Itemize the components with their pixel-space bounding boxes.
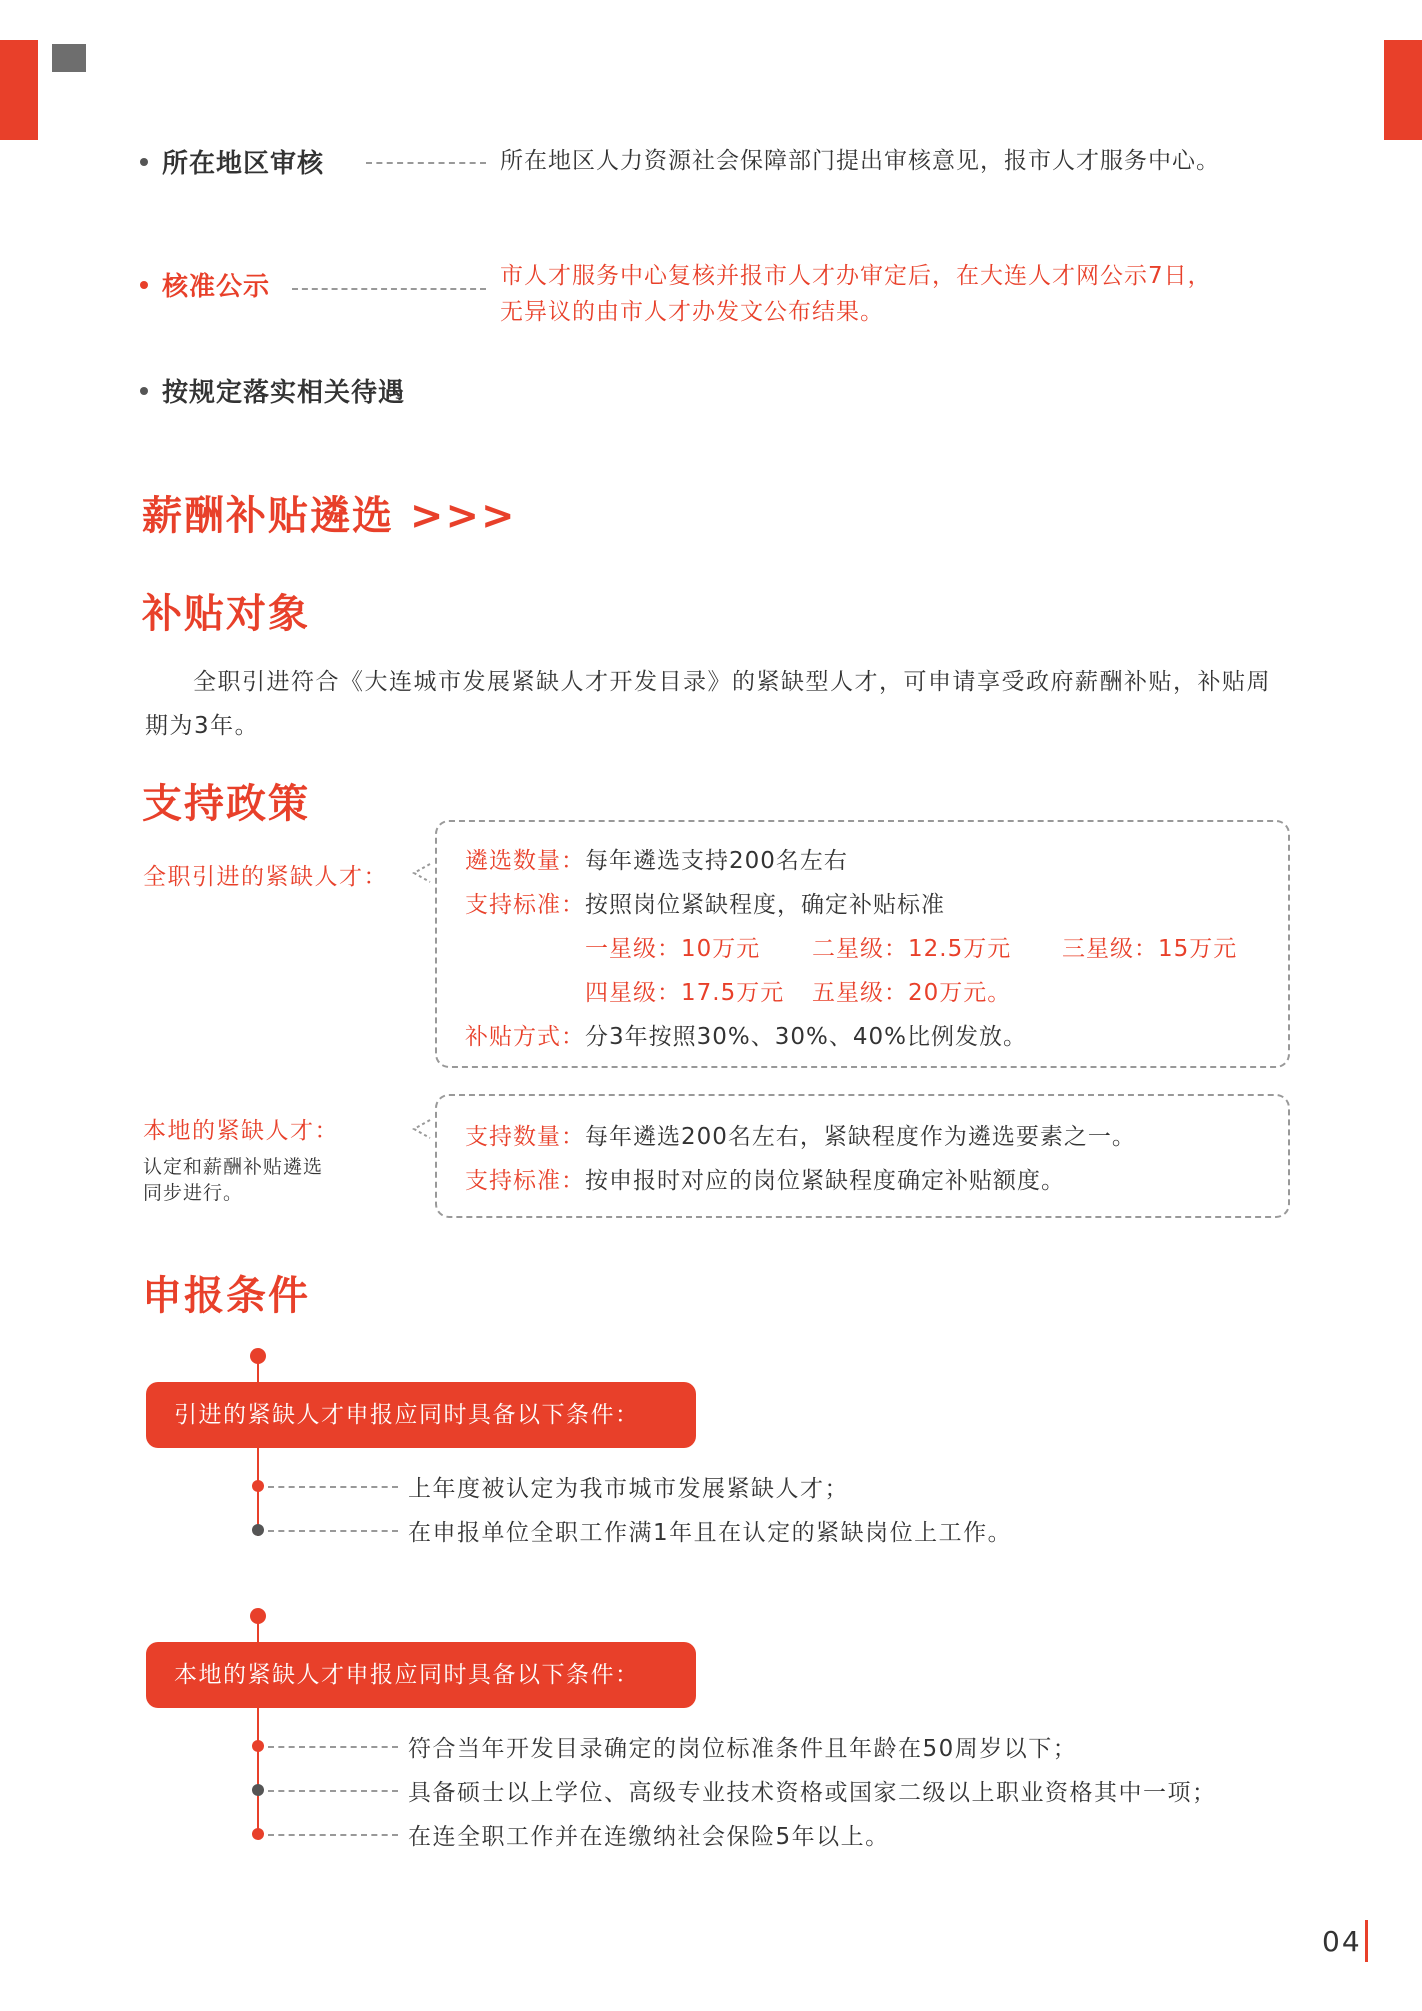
subsidy-target-title: 补贴对象 (142, 591, 310, 637)
star-level: 二星级：12.5万元 (812, 936, 1012, 962)
step-regional-review (140, 143, 324, 180)
policy-line (465, 1162, 1065, 1195)
star-level: 一星级：10万元 (585, 936, 761, 962)
policy-value: 分3年按照30%、30%、40%比例发放。 (585, 1024, 1027, 1050)
policy-value: 每年遴选支持200名左右 (585, 848, 848, 874)
policy-line (465, 1118, 1136, 1151)
policy-key: 支持标准： (465, 1168, 585, 1194)
step-desc-line: 无异议的由市人才办发文公布结果。 (500, 299, 884, 325)
page-number-bar (1365, 1920, 1368, 1962)
item-connector (268, 1834, 398, 1836)
policy-group-label: 全职引进的紧缺人才： (143, 864, 388, 890)
step-approval-publicity (140, 266, 270, 303)
step-label: 核准公示 (162, 272, 271, 302)
item-dot (252, 1480, 264, 1492)
policy-line (465, 1018, 1027, 1051)
item-connector (268, 1486, 398, 1488)
policy-key: 支持数量： (465, 1124, 585, 1150)
bullet-dot (140, 281, 148, 289)
item-connector (268, 1530, 398, 1532)
policy-group-note (143, 1154, 323, 1206)
policy-line (465, 886, 945, 919)
condition-item: 具备硕士以上学位、高级专业技术资格或国家二级以上职业资格其中一项； (408, 1780, 1217, 1806)
step-label: 按规定落实相关待遇 (162, 378, 406, 408)
policy-line (465, 842, 848, 875)
timeline-dot (250, 1608, 266, 1624)
condition-item: 上年度被认定为我市城市发展紧缺人才； (408, 1476, 849, 1502)
step-desc: 所在地区人力资源社会保障部门提出审核意见，报市人才服务中心。 (500, 148, 1220, 174)
subsidy-target-text: 全职引进符合《大连城市发展紧缺人才开发目录》的紧缺型人才，可申请享受政府薪酬补贴，补贴周期为3年。 (145, 669, 1271, 739)
support-policy-title: 支持政策 (142, 781, 310, 827)
policy-value: 按申报时对应的岗位紧缺程度确定补贴额度。 (585, 1168, 1065, 1194)
step-implement-benefits (140, 372, 405, 409)
condition-item: 符合当年开发目录确定的岗位标准条件且年龄在50周岁以下； (408, 1736, 1078, 1762)
item-dot (252, 1784, 264, 1796)
conditions-title: 申报条件 (142, 1273, 310, 1319)
step-connector (366, 162, 486, 164)
star-level: 三星级：15万元 (1062, 936, 1238, 962)
condition-header: 本地的紧缺人才申报应同时具备以下条件： (146, 1642, 696, 1708)
right-red-tab (1384, 40, 1422, 140)
section-title: 薪酬补贴遴选 >>> (142, 493, 517, 539)
policy-key: 补贴方式： (465, 1024, 585, 1050)
note-line: 同步进行。 (143, 1182, 244, 1204)
policy-group-label: 本地的紧缺人才： (143, 1118, 339, 1144)
item-dot (252, 1828, 264, 1840)
pointer-arrow-icon (410, 862, 432, 884)
gray-square-mark (52, 44, 86, 72)
policy-value: 按照岗位紧缺程度，确定补贴标准 (585, 892, 945, 918)
policy-value: 每年遴选200名左右，紧缺程度作为遴选要素之一。 (585, 1124, 1136, 1150)
timeline-dot (250, 1348, 266, 1364)
left-red-tab (0, 40, 38, 140)
policy-box-local (435, 1094, 1290, 1218)
item-dot (252, 1740, 264, 1752)
item-connector (268, 1790, 398, 1792)
star-level: 四星级：17.5万元 (585, 980, 785, 1006)
step-desc-line: 市人才服务中心复核并报市人才办审定后，在大连人才网公示7日， (500, 263, 1212, 289)
condition-item: 在申报单位全职工作满1年且在认定的紧缺岗位上工作。 (408, 1520, 1013, 1546)
policy-key: 遴选数量： (465, 848, 585, 874)
step-label: 所在地区审核 (162, 149, 325, 179)
condition-header: 引进的紧缺人才申报应同时具备以下条件： (146, 1382, 696, 1448)
note-line: 认定和薪酬补贴遴选 (143, 1156, 324, 1178)
item-connector (268, 1746, 398, 1748)
bullet-dot (140, 158, 148, 166)
page-number: 04 (1322, 1925, 1362, 1958)
star-level: 五星级：20万元。 (812, 980, 1012, 1006)
bullet-dot (140, 387, 148, 395)
condition-item: 在连全职工作并在连缴纳社会保险5年以上。 (408, 1824, 890, 1850)
pointer-arrow-icon (410, 1118, 432, 1140)
policy-key: 支持标准： (465, 892, 585, 918)
step-connector (292, 288, 486, 290)
item-dot (252, 1524, 264, 1536)
step-desc (500, 258, 1212, 330)
